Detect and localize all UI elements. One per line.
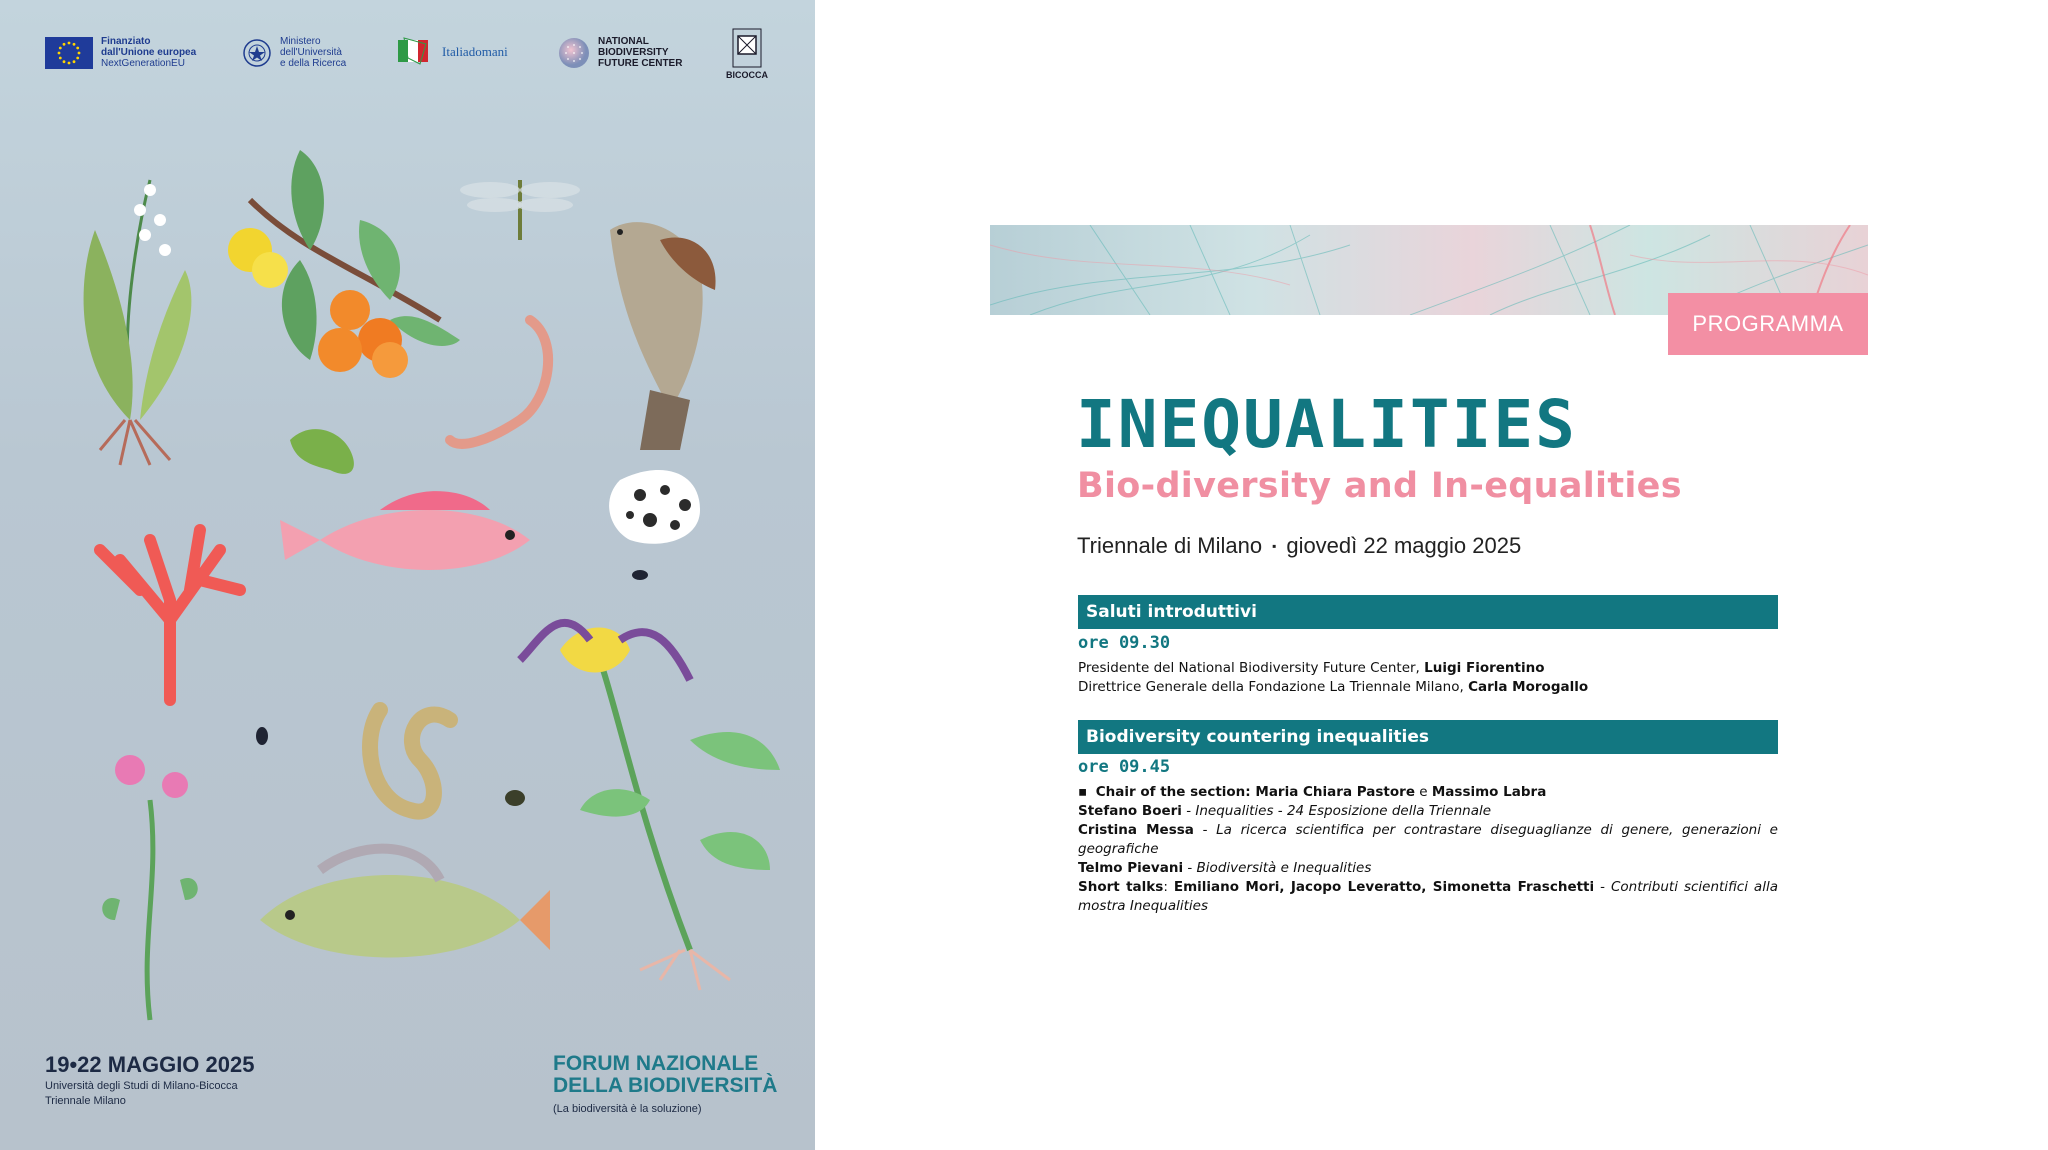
greeting-role: Presidente del National Biodiversity Future Center, bbox=[1078, 660, 1425, 676]
poster-venue-university: Università degli Studi di Milano-Bicocca bbox=[45, 1080, 238, 1092]
chair-line bbox=[1078, 783, 1778, 802]
greeting-name: Carla Morogallo bbox=[1468, 679, 1589, 695]
red-clover-icon bbox=[102, 755, 197, 1020]
mur-logo bbox=[242, 36, 346, 69]
short-talks-title: Contributi scientifici alla mostra Inequalities bbox=[1078, 879, 1778, 914]
section-time-saluti: ore 09.30 bbox=[1078, 633, 1171, 653]
program-line bbox=[1078, 659, 1778, 678]
spotted-stone-icon bbox=[609, 470, 700, 544]
red-coral-icon bbox=[100, 530, 240, 700]
nbfc-logo-line2: BIODIVERSITY bbox=[598, 47, 669, 58]
nbfc-sphere-icon bbox=[558, 37, 590, 69]
italiadomani-logo bbox=[398, 36, 508, 66]
biodiversity-illustration bbox=[0, 120, 815, 1040]
talk-separator: - bbox=[1181, 803, 1196, 819]
section-time-biodiversity: ore 09.45 bbox=[1078, 757, 1171, 777]
short-talks-label: Short talks bbox=[1078, 879, 1164, 895]
mur-logo-line1: Ministero bbox=[280, 36, 321, 47]
poster bbox=[0, 0, 815, 1150]
orchid-icon bbox=[520, 623, 780, 990]
chair-bullet: ▪ bbox=[1078, 784, 1088, 800]
poster-forum-title bbox=[553, 1053, 793, 1097]
eu-logo-line1: Finanziato bbox=[101, 36, 151, 47]
poster-tagline: (La biodiversità è la soluzione) bbox=[553, 1103, 702, 1115]
italiadomani-name: Italiadomani bbox=[442, 43, 508, 59]
sparrow-icon bbox=[610, 222, 716, 450]
eu-funding-logo bbox=[45, 36, 196, 69]
chair-joiner: e bbox=[1414, 784, 1432, 800]
nbfc-logo-line3: FUTURE CENTER bbox=[598, 58, 683, 69]
mur-logo-line2: dell'Università bbox=[280, 47, 342, 58]
poster-forum-line1: FORUM NAZIONALE bbox=[553, 1052, 759, 1075]
nbfc-logo bbox=[558, 36, 682, 69]
greeting-name: Luigi Fiorentino bbox=[1424, 660, 1545, 676]
event-date: giovedì 22 maggio 2025 bbox=[1286, 533, 1522, 558]
talk-separator: - bbox=[1193, 822, 1217, 838]
mur-emblem-icon bbox=[242, 37, 272, 69]
short-talks-line bbox=[1078, 878, 1778, 916]
short-talks-names: Emiliano Mori, Jacopo Leveratto, Simonetta Fraschetti bbox=[1173, 879, 1595, 895]
nbfc-logo-line1: NATIONAL bbox=[598, 36, 649, 47]
bicocca-logo-text: BICOCCA bbox=[726, 70, 768, 80]
bicocca-emblem-icon bbox=[732, 28, 762, 68]
bullet-separator: ▪ bbox=[1272, 539, 1277, 553]
pink-fish-icon bbox=[280, 491, 530, 570]
lizard-icon bbox=[370, 710, 450, 812]
perch-fish-icon bbox=[260, 849, 550, 958]
beetle-icon bbox=[256, 570, 648, 806]
short-talks-separator: - bbox=[1594, 879, 1611, 895]
bicocca-logo bbox=[726, 28, 768, 81]
chair-name2: Massimo Labra bbox=[1431, 784, 1547, 800]
page-subtitle: Bio-diversity and In-equalities bbox=[1077, 466, 1682, 506]
programma-badge: PROGRAMMA bbox=[1668, 293, 1868, 355]
short-talks-colon: : bbox=[1163, 879, 1174, 895]
eu-flag-icon bbox=[45, 37, 93, 69]
earthworm-icon bbox=[450, 320, 548, 444]
talk-title: Biodiversità e Inequalities bbox=[1196, 860, 1372, 876]
section-heading-saluti: Saluti introduttivi bbox=[1078, 595, 1778, 629]
talk-line bbox=[1078, 859, 1778, 878]
venue-date-line bbox=[1077, 532, 1521, 560]
page-title: INEQUALITIES bbox=[1076, 386, 1577, 463]
eu-logo-line2: dall'Unione europea bbox=[101, 47, 197, 58]
poster-forum-line2: DELLA BIODIVERSITÀ bbox=[553, 1074, 778, 1097]
italy-shape-icon bbox=[398, 36, 434, 66]
poster-venue-triennale: Triennale Milano bbox=[45, 1095, 126, 1107]
dragonfly-icon bbox=[460, 180, 580, 240]
talk-line bbox=[1078, 802, 1778, 821]
oak-leaf-icon bbox=[290, 429, 354, 474]
talk-speaker: Cristina Messa bbox=[1078, 822, 1194, 838]
lily-of-the-valley-icon bbox=[84, 180, 192, 465]
greeting-role: Direttrice Generale della Fondazione La Triennale Milano, bbox=[1078, 679, 1469, 695]
section-heading-biodiversity: Biodiversity countering inequalities bbox=[1078, 720, 1778, 754]
program-line bbox=[1078, 678, 1778, 697]
venue-name: Triennale di Milano bbox=[1077, 533, 1263, 558]
talk-speaker: Telmo Pievani bbox=[1078, 860, 1184, 876]
strawberry-tree-branch-icon bbox=[228, 150, 460, 378]
talk-speaker: Stefano Boeri bbox=[1078, 803, 1182, 819]
poster-dates: 19•22 MAGGIO 2025 bbox=[45, 1052, 255, 1077]
talk-line bbox=[1078, 821, 1778, 859]
talk-separator: - bbox=[1183, 860, 1197, 876]
talk-title: La ricerca scientifica per contrastare diseguaglianze di genere, generazioni e geografiche bbox=[1078, 822, 1778, 857]
eu-logo-line3: NextGenerationEU bbox=[101, 58, 185, 69]
talk-title: Inequalities - 24 Esposizione della Triennale bbox=[1195, 803, 1492, 819]
chair-label: Chair of the section: Maria Chiara Pastore bbox=[1095, 784, 1415, 800]
mur-logo-line3: e della Ricerca bbox=[280, 58, 347, 69]
